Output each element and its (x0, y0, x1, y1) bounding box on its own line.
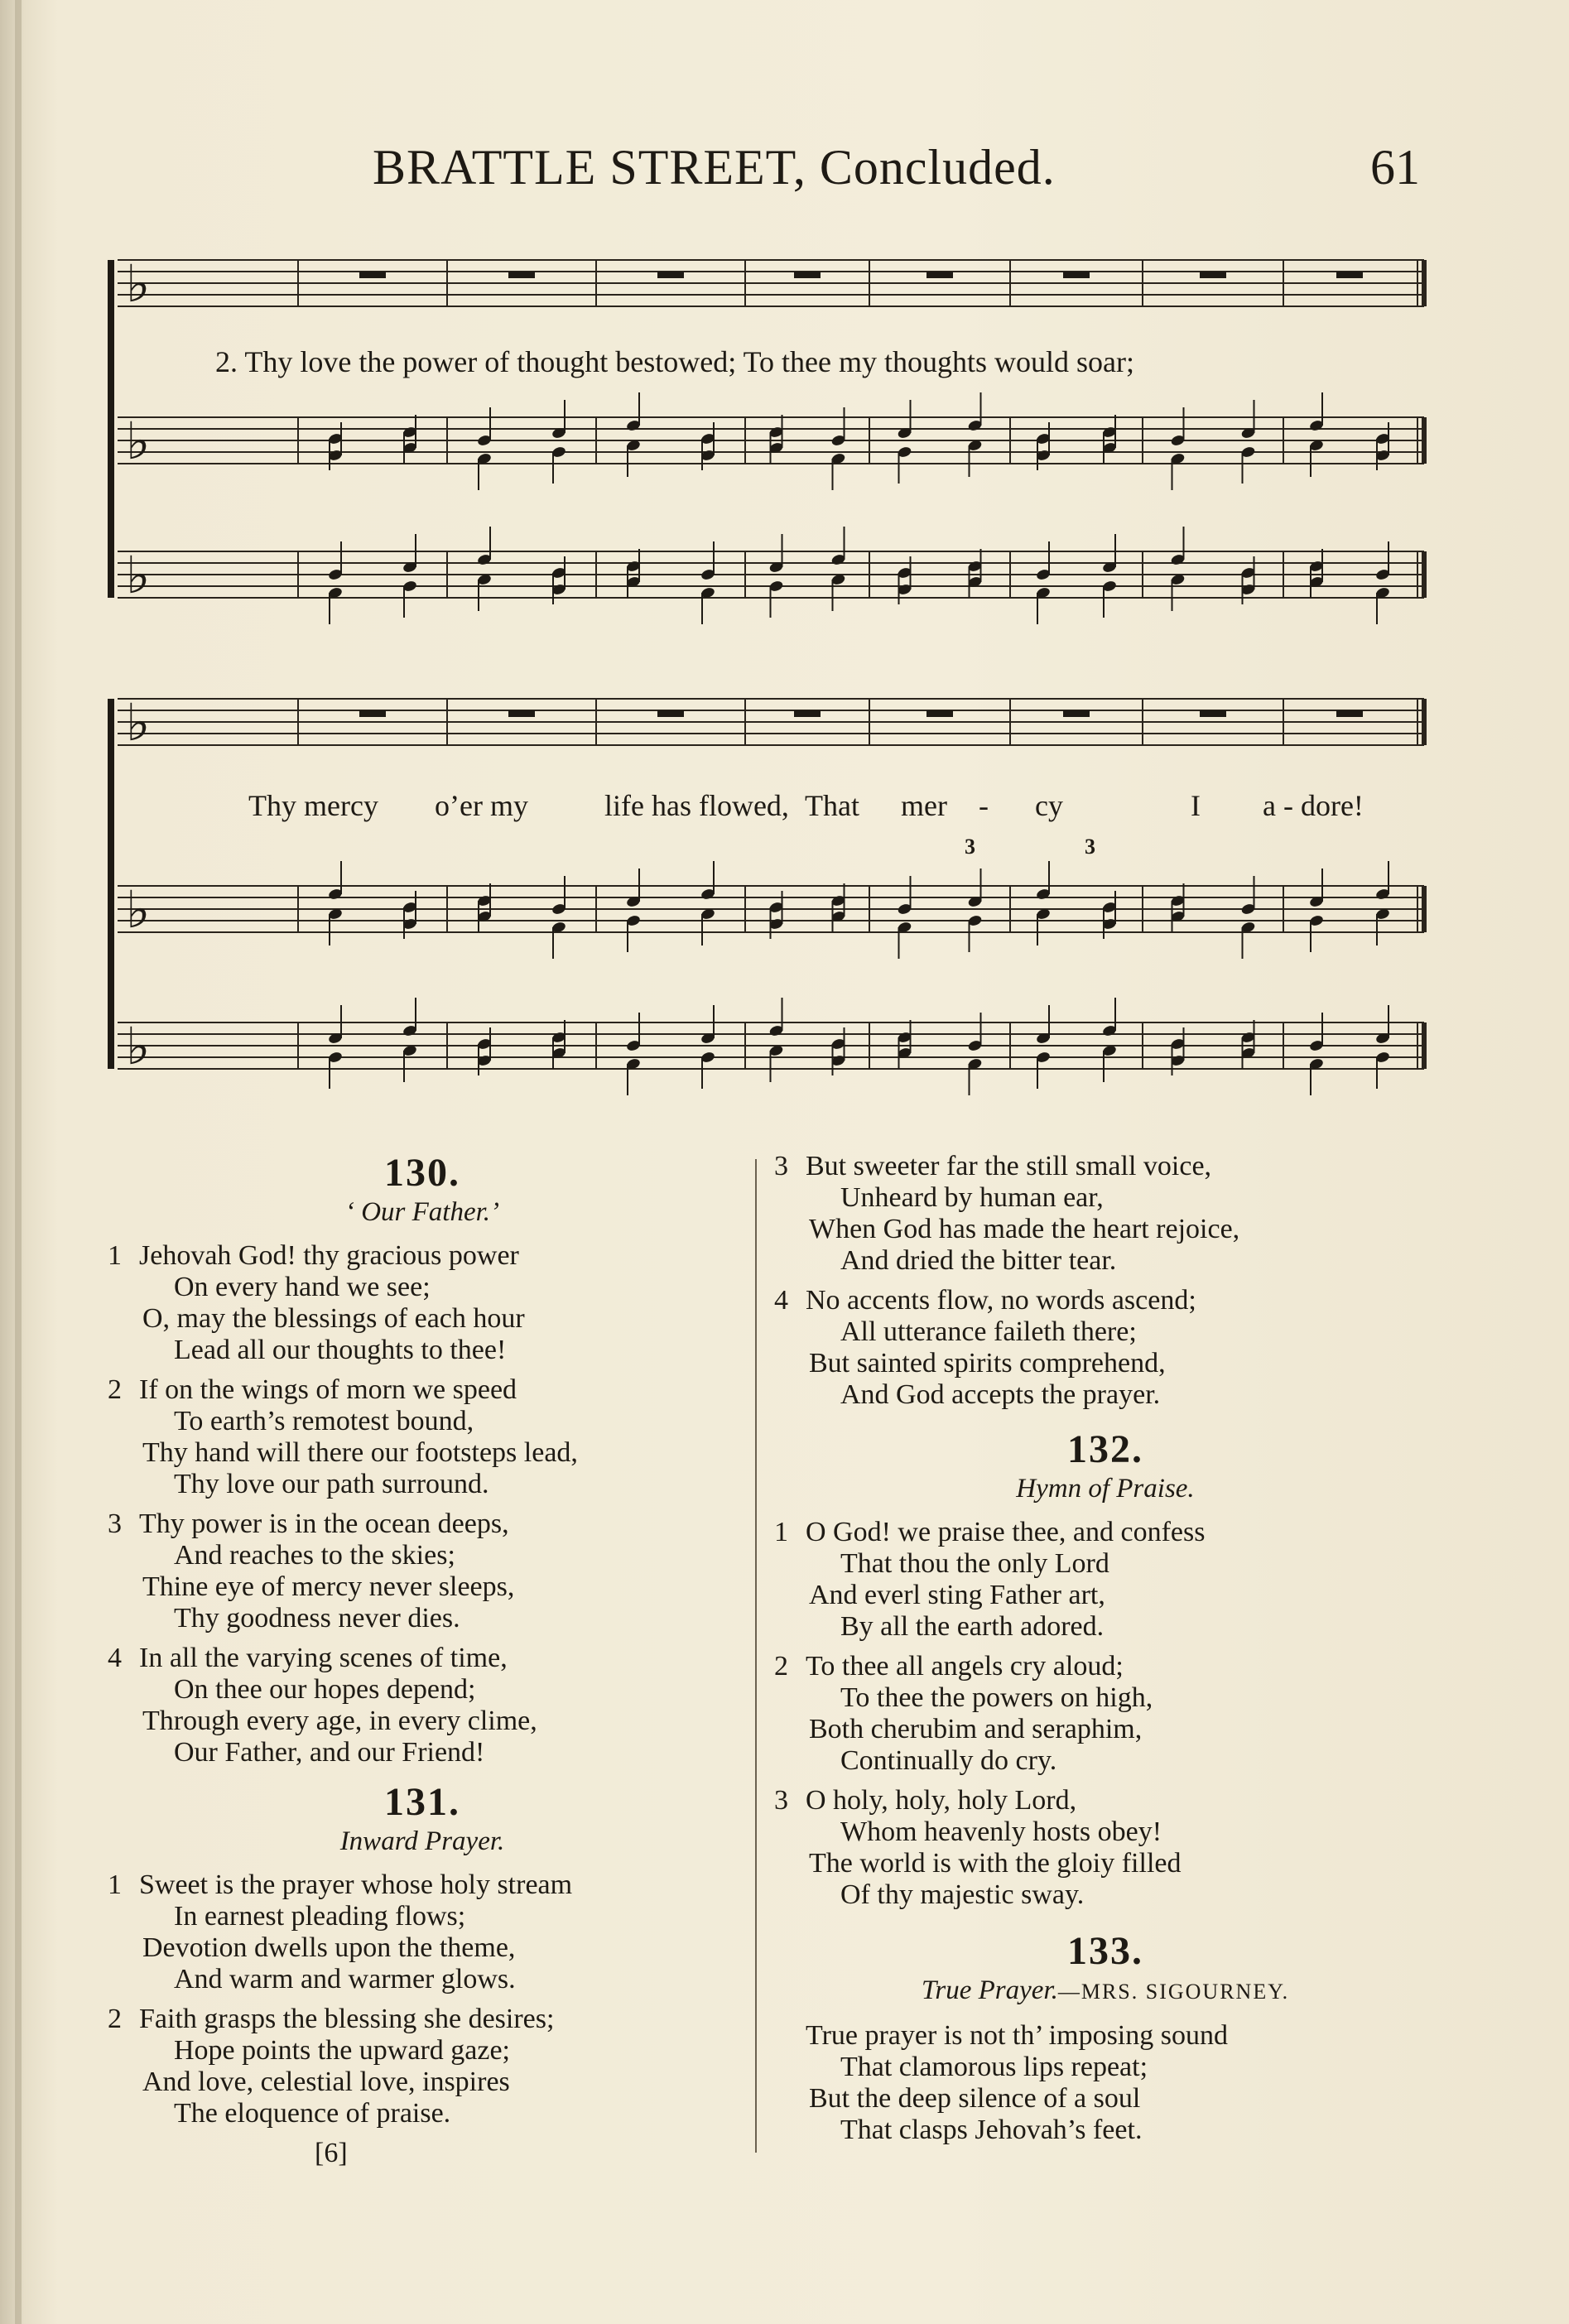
stanza-line (774, 1182, 1437, 1214)
stanza-line-text: Thy power is in the ocean deeps, (139, 1508, 509, 1539)
stanza-line-text: But sweeter far the still small voice, (806, 1151, 1212, 1181)
stanza-line-text: Unheard by human ear, (840, 1182, 1104, 1213)
stanza-line (774, 1214, 1437, 1245)
stanza-line (108, 1674, 737, 1706)
hymn-131-stanzas-continued (774, 1151, 1437, 1411)
staff (118, 692, 1424, 753)
lyric-word: Thy mercy (248, 789, 378, 822)
stanza-line (774, 2115, 1437, 2146)
stanza-line-text: Whom heavenly hosts obey! (840, 1816, 1162, 1847)
stanza-line-text: O holy, holy, holy Lord, (806, 1785, 1077, 1816)
rest-mark (1336, 710, 1363, 717)
hymn-title (774, 1974, 1437, 2009)
page-title: BRATTLE STREET, Concluded. (373, 140, 1056, 195)
stanza-line (774, 1517, 1437, 1548)
stanza-line-text: And God accepts the prayer. (840, 1379, 1161, 1410)
stanza-line-text: Thy goodness never dies. (174, 1603, 460, 1634)
hymn-132-stanzas (774, 1517, 1437, 1911)
left-column (108, 1151, 737, 2169)
stanza-line (108, 1932, 737, 1964)
lyric-word: cy (1035, 789, 1063, 822)
stanza-line-text: The eloquence of praise. (174, 2098, 451, 2129)
stanza-number: 1 (774, 1517, 788, 1547)
stanza-line (774, 1714, 1437, 1745)
hymn-number: 132. (1067, 1427, 1143, 1471)
stanza-line (774, 1548, 1437, 1580)
stanza-line-text: O God! we praise thee, and confess (806, 1517, 1206, 1547)
stanza-line (108, 2098, 737, 2129)
stanza-line (108, 2004, 737, 2035)
stanza-line-text: Thine eye of mercy never sleeps, (142, 1571, 515, 1602)
rest-mark (794, 272, 821, 278)
stanza (774, 2020, 1437, 2146)
rest-mark (657, 710, 684, 717)
stanza-line-text: Faith grasps the blessing she desires; (139, 2004, 555, 2034)
staff (118, 998, 1424, 1095)
staff (118, 861, 1424, 959)
stanza-line-text: To thee all angels cry aloud; (806, 1651, 1124, 1682)
stanza-line-text: But sainted spirits comprehend, (809, 1348, 1166, 1379)
stanza-line-text: But the deep silence of a soul (809, 2083, 1141, 2114)
stanza-number: 2 (108, 2004, 122, 2034)
stanza (774, 1151, 1437, 1277)
music-system-1-staves (108, 248, 1428, 638)
stanza-line-text: All utterance faileth there; (840, 1316, 1137, 1347)
signature-mark: [6] (315, 2138, 348, 2168)
rest-mark (359, 272, 386, 278)
stanza-line-text: Through every age, in every clime, (142, 1706, 537, 1736)
right-column (774, 1151, 1437, 2154)
stanza-line-text: And love, celestial love, inspires (142, 2067, 510, 2097)
stanza-line-text: Jehovah God! thy gracious power (139, 1240, 519, 1271)
stanza (108, 1869, 737, 1995)
stanza (108, 1643, 737, 1768)
hymn-number: 130. (384, 1151, 460, 1195)
stanza-line-text: And dried the bitter tear. (840, 1245, 1117, 1276)
stanza-line-text: By all the earth adored. (840, 1611, 1105, 1642)
stanza-line (774, 1848, 1437, 1879)
hymn-number: 133. (1067, 1929, 1143, 1973)
staff (118, 392, 1424, 490)
rest-mark (1200, 710, 1226, 717)
stanza-line (774, 2052, 1437, 2083)
stanza-line (774, 1879, 1437, 1911)
stanza-line-text: Lead all our thoughts to thee! (174, 1335, 507, 1365)
stanza-number: 4 (108, 1643, 122, 1673)
stanza-line (108, 1603, 737, 1634)
triplet-mark: 3 (1085, 835, 1095, 859)
stanza-line (774, 1816, 1437, 1848)
stanza-line (108, 1374, 737, 1406)
stanza-line (774, 1682, 1437, 1714)
stanza-line (774, 1580, 1437, 1611)
stanza (108, 1508, 737, 1634)
stanza-line (774, 1348, 1437, 1379)
lyric-word: That (805, 789, 859, 822)
stanza-line (774, 1316, 1437, 1348)
stanza-line-text: Thy love our path surround. (174, 1469, 489, 1499)
music-system-1 (108, 248, 1428, 638)
stanza-line-text: Hope points the upward gaze; (174, 2035, 510, 2066)
rest-mark (508, 272, 535, 278)
rest-mark (657, 272, 684, 278)
stanza-line (108, 1335, 737, 1366)
stanza-line (108, 2035, 737, 2067)
stanza-number: 3 (774, 1151, 788, 1181)
stanza-line (108, 1406, 737, 1437)
stanza (108, 1240, 737, 1366)
stanza-line (108, 1737, 737, 1768)
stanza-line-text: In all the varying scenes of time, (139, 1643, 508, 1673)
stanza-line (108, 1508, 737, 1540)
staff (118, 253, 1424, 314)
hymn-title: ‘ Our Father.’ (344, 1197, 500, 1227)
stanza-line (108, 1240, 737, 1272)
stanza-line-text: Continually do cry. (840, 1745, 1057, 1776)
stanza-line-text: And everl sting Father art, (809, 1580, 1105, 1610)
stanza-line-text: True prayer is not th’ imposing sound (806, 2020, 1228, 2051)
stanza (108, 2004, 737, 2129)
stanza-line (108, 1571, 737, 1603)
stanza-number: 1 (108, 1869, 122, 1900)
stanza-line-text: In earnest pleading flows; (174, 1901, 466, 1932)
triplet-mark: 3 (965, 835, 975, 859)
stanza-line-text: No accents flow, no words ascend; (806, 1285, 1196, 1316)
hymn-131-stanzas (108, 1869, 737, 2129)
lyric-word: mer (901, 789, 947, 822)
lyric-line-1: 2. Thy love the power of thought bestowed; To thee my thoughts would soar; (215, 345, 1135, 378)
clef-icon: ♭ (126, 545, 151, 605)
clef-icon: ♭ (126, 879, 151, 940)
page-number: 61 (1370, 140, 1420, 195)
lyric-word: life has flowed, (604, 789, 789, 822)
stanza-line-text: Both cherubim and seraphim, (809, 1714, 1143, 1744)
stanza-line (774, 1379, 1437, 1411)
clef-icon: ♭ (126, 692, 151, 753)
stanza-line (108, 1540, 737, 1571)
clef-icon: ♭ (126, 1016, 151, 1076)
music-system-2-staves (108, 687, 1428, 1109)
hymn-title: Hymn of Praise. (1016, 1474, 1195, 1504)
stanza-line-text: That clamorous lips repeat; (840, 2052, 1148, 2082)
stanza-line-text: Thy hand will there our footsteps lead, (142, 1437, 578, 1468)
hymn-number: 131. (384, 1780, 460, 1824)
stanza-line-text: Devotion dwells upon the theme, (142, 1932, 516, 1963)
stanza-line (108, 1469, 737, 1500)
stanza-line (774, 1745, 1437, 1777)
stanza-line-text: That clasps Jehovah’s feet. (840, 2115, 1143, 2145)
stanza-number: 3 (108, 1508, 122, 1539)
stanza-line (774, 1651, 1437, 1682)
column-divider (755, 1159, 757, 2153)
stanza-line (108, 1303, 737, 1335)
stanza-line-text: If on the wings of morn we speed (139, 1374, 517, 1405)
lyric-word: I (1191, 789, 1201, 822)
rest-mark (926, 710, 953, 717)
clef-icon: ♭ (126, 253, 151, 314)
stanza-line-text: On every hand we see; (174, 1272, 431, 1302)
stanza-line-text: To thee the powers on high, (840, 1682, 1153, 1713)
rest-mark (794, 710, 821, 717)
clef-icon: ♭ (126, 411, 151, 471)
stanza-line (108, 1437, 737, 1469)
stanza-number: 4 (774, 1285, 788, 1316)
stanza (108, 1374, 737, 1500)
stanza-line (108, 1272, 737, 1303)
stanza-line (108, 2067, 737, 2098)
hymn-author: —MRS. SIGOURNEY. (1057, 1980, 1290, 2004)
stanza-line-text: And warm and warmer glows. (174, 1964, 516, 1994)
stanza-line (108, 1643, 737, 1674)
lyric-word: a - dore! (1263, 789, 1364, 822)
stanza-line (108, 1706, 737, 1737)
rest-mark (926, 272, 953, 278)
stanza-line-text: The world is with the gloiy filled (809, 1848, 1182, 1879)
stanza (774, 1651, 1437, 1777)
hymn-130-stanzas (108, 1240, 737, 1768)
stanza-line (774, 1245, 1437, 1277)
stanza (774, 1785, 1437, 1911)
stanza-line (774, 1785, 1437, 1816)
page-header (0, 139, 1569, 205)
stanza-number: 2 (108, 1374, 122, 1405)
hymn-133-stanzas (774, 2020, 1437, 2146)
stanza-line (774, 2083, 1437, 2115)
rest-mark (359, 710, 386, 717)
stanza-line-text: Of thy majestic sway. (840, 1879, 1085, 1910)
rest-mark (1063, 710, 1090, 717)
rest-mark (1200, 272, 1226, 278)
stanza-line-text: O, may the blessings of each hour (142, 1303, 525, 1334)
stanza-line-text: That thou the only Lord (840, 1548, 1109, 1579)
stanza-line (774, 1611, 1437, 1643)
hymn-title-text: True Prayer. (921, 1975, 1058, 2005)
rest-mark (1063, 272, 1090, 278)
stanza-number: 1 (108, 1240, 122, 1271)
stanza-line (108, 1964, 737, 1995)
lyric-word: o’er my (435, 789, 528, 822)
hymn-title: Inward Prayer. (339, 1826, 505, 1856)
stanza (774, 1517, 1437, 1643)
stanza-line (108, 1869, 737, 1901)
rest-mark (508, 710, 535, 717)
music-system-2 (108, 687, 1428, 1109)
stanza-line-text: Our Father, and our Friend! (174, 1737, 485, 1768)
hymn-texts (0, 1151, 1569, 2227)
stanza-line (774, 2020, 1437, 2052)
stanza-line-text: To earth’s remotest bound, (174, 1406, 474, 1436)
stanza-line-text: And reaches to the skies; (174, 1540, 455, 1571)
stanza-number: 3 (774, 1785, 788, 1816)
stanza-line (774, 1151, 1437, 1182)
staff (118, 527, 1424, 624)
stanza-line (108, 1901, 737, 1932)
rest-mark (1336, 272, 1363, 278)
stanza-line-text: Sweet is the prayer whose holy stream (139, 1869, 573, 1900)
lyric-word: - (979, 789, 989, 822)
stanza-line-text: When God has made the heart rejoice, (809, 1214, 1240, 1244)
stanza-line-text: On thee our hopes depend; (174, 1674, 476, 1705)
stanza-number: 2 (774, 1651, 788, 1682)
stanza-line (774, 1285, 1437, 1316)
stanza (774, 1285, 1437, 1411)
